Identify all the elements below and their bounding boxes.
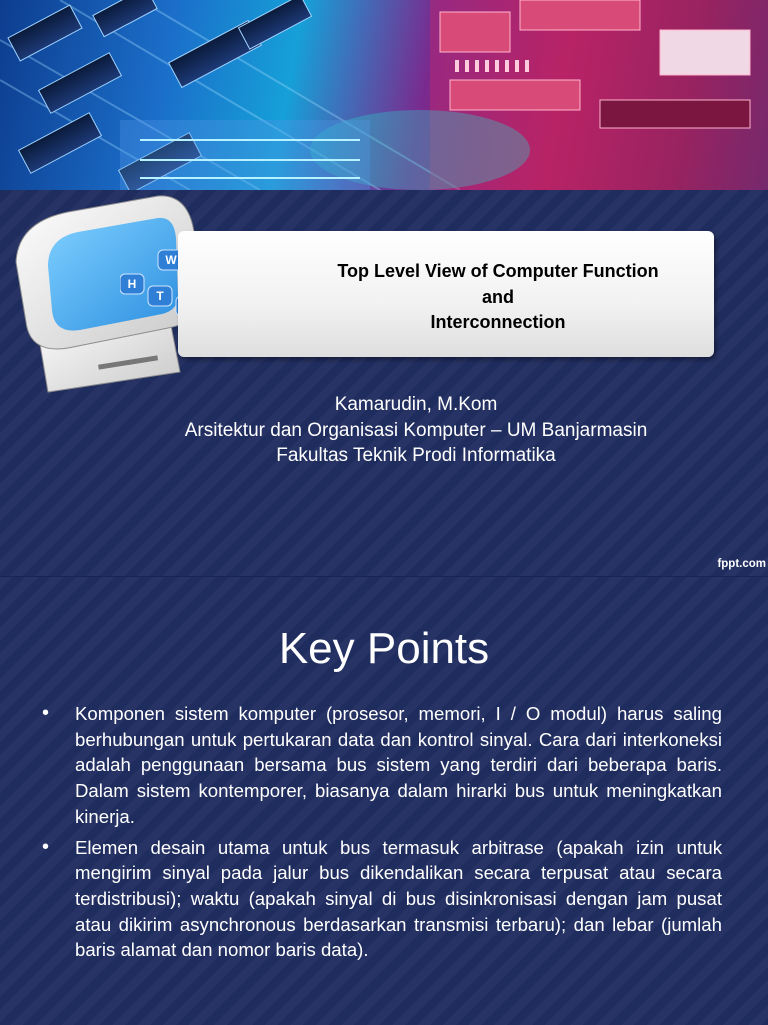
author-name: Kamarudin, M.Kom xyxy=(334,394,498,415)
title-box xyxy=(178,231,714,357)
bullet-item xyxy=(40,701,722,830)
key-points-title: Key Points xyxy=(278,624,490,673)
svg-text:W: W xyxy=(165,253,177,267)
course-name: Arsitektur dan Organisasi Komputer – UM Banjarmasin xyxy=(184,419,648,441)
title-line-1: Top Level View of Computer Function xyxy=(337,261,659,281)
bullet-item xyxy=(40,835,722,964)
svg-text:H: H xyxy=(127,277,137,291)
template-credit: fppt.com xyxy=(717,558,766,570)
slide-title xyxy=(288,259,708,336)
key-points-slide xyxy=(0,576,768,1025)
faculty-name: Fakultas Teknik Prodi Informatika xyxy=(276,445,556,466)
circuit-board-banner xyxy=(0,0,768,190)
keycap-t1 xyxy=(148,286,172,306)
title-line-2: and xyxy=(481,286,514,307)
bullet-text: Elemen desain utama untuk bus termasuk arbitrase (apakah izin untuk mengirim sinyal pada jalur bus dikendalikan secara terpusat atau secara terdistribusi); waktu (apakah sinyal di bus disinkronisasi dengan jam pusat atau dikirim asynchronous berdasarkan transmisi terbaru); dan lebar (jumlah baris alamat dan nomor baris data). xyxy=(75,836,722,961)
title-line-3: Interconnection xyxy=(430,312,566,332)
bullet-text: Komponen sistem komputer (prosesor, memori, I / O modul) harus saling berhubungan untuk pertukaran data dan kontrol sinyal. Cara dari interkoneksi adalah penggunaan bersama bus sistem yang terdiri dari beberapa baris. Dalam sistem kontemporer, biasanya dalam hirarki bus untuk meningkatkan kinerja. xyxy=(75,703,722,827)
bullet-list xyxy=(40,701,722,968)
bullet-marker: • xyxy=(42,835,50,858)
circuit-board-image xyxy=(0,0,768,190)
keycap-h xyxy=(120,274,144,294)
subtitle-block xyxy=(100,392,732,469)
svg-text:T: T xyxy=(156,289,164,303)
bullet-marker: • xyxy=(42,702,50,724)
